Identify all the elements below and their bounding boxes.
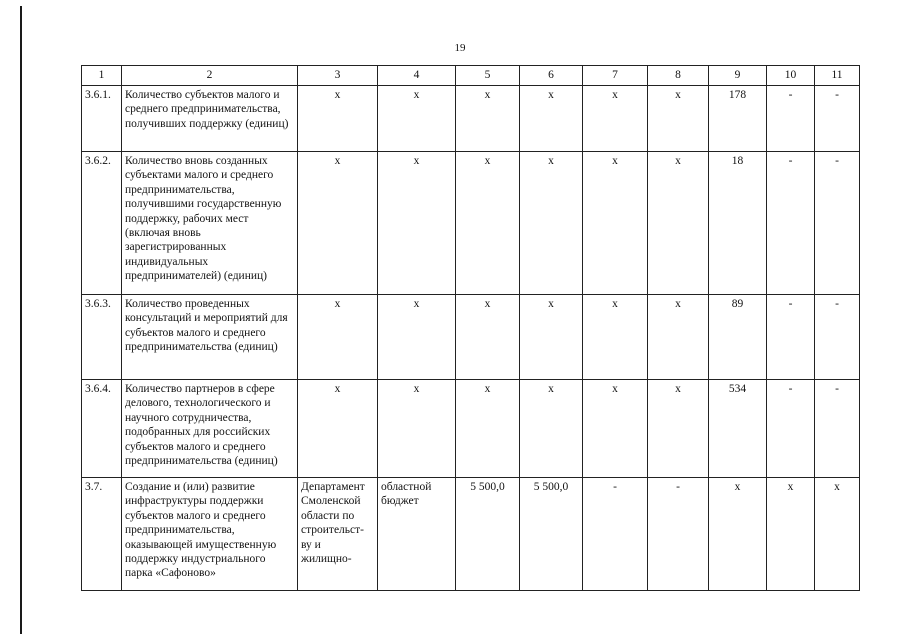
table-cell: х bbox=[456, 295, 520, 380]
data-table bbox=[81, 65, 860, 591]
header-cell: 8 bbox=[648, 66, 709, 86]
table-cell: х bbox=[520, 86, 583, 152]
header-cell: 6 bbox=[520, 66, 583, 86]
header-cell: 2 bbox=[122, 66, 298, 86]
table-cell: 178 bbox=[709, 86, 767, 152]
table-cell: - bbox=[815, 86, 860, 152]
table-cell: 18 bbox=[709, 152, 767, 295]
table-cell: х bbox=[298, 86, 378, 152]
table-cell: х bbox=[520, 152, 583, 295]
table-cell: 89 bbox=[709, 295, 767, 380]
table-cell: х bbox=[709, 478, 767, 591]
page-number: 19 bbox=[454, 42, 466, 54]
indicator-name-cell: Количество вновь созданных субъектами малого и среднего предпринимательства, получившими государственную поддержку, рабочих мест (включая вновь зарегистрированных индивидуальных предпринимателей) (единиц) bbox=[122, 152, 298, 295]
table-cell: х bbox=[520, 380, 583, 478]
table-row bbox=[82, 295, 860, 380]
header-cell: 10 bbox=[767, 66, 815, 86]
table-cell: х bbox=[815, 478, 860, 591]
table-cell: 5 500,0 bbox=[520, 478, 583, 591]
table-header-row bbox=[82, 66, 860, 86]
table-cell: х bbox=[583, 295, 648, 380]
table-cell: - bbox=[767, 152, 815, 295]
header-cell: 4 bbox=[378, 66, 456, 86]
header-cell: 11 bbox=[815, 66, 860, 86]
row-number-cell: 3.6.2. bbox=[82, 152, 122, 295]
table-cell: - bbox=[767, 380, 815, 478]
header-cell: 3 bbox=[298, 66, 378, 86]
funding-source-cell: областной бюджет bbox=[378, 478, 456, 591]
table-row bbox=[82, 478, 860, 591]
table-cell: х bbox=[583, 152, 648, 295]
table-row bbox=[82, 86, 860, 152]
table-cell: 534 bbox=[709, 380, 767, 478]
table-cell: х bbox=[298, 295, 378, 380]
table-row bbox=[82, 380, 860, 478]
row-number-cell: 3.6.4. bbox=[82, 380, 122, 478]
indicator-name-cell: Количество проведенных консультаций и мероприятий для субъектов малого и среднего предпринимательства (единиц) bbox=[122, 295, 298, 380]
table-cell: х bbox=[648, 295, 709, 380]
table-cell: х bbox=[648, 152, 709, 295]
table-cell: - bbox=[815, 295, 860, 380]
table-cell: х bbox=[456, 380, 520, 478]
header-cell: 5 bbox=[456, 66, 520, 86]
table-cell: х bbox=[648, 380, 709, 478]
row-number-cell: 3.7. bbox=[82, 478, 122, 591]
table-cell: х bbox=[520, 295, 583, 380]
table-cell: х bbox=[378, 380, 456, 478]
table-cell: х bbox=[298, 380, 378, 478]
table-cell: х bbox=[378, 152, 456, 295]
table-cell: х bbox=[456, 152, 520, 295]
indicator-name-cell: Количество субъектов малого и среднего предпринимательства, получивших поддержку (единиц) bbox=[122, 86, 298, 152]
page-binding-line bbox=[20, 6, 22, 634]
table-cell: - bbox=[815, 380, 860, 478]
table-cell: х bbox=[767, 478, 815, 591]
indicator-name-cell: Количество партнеров в сфере делового, технологического и научного сотрудничества, подобранных для российских субъектов малого и среднего предпринимательства (единиц) bbox=[122, 380, 298, 478]
table-cell: х bbox=[648, 86, 709, 152]
table-cell: - bbox=[583, 478, 648, 591]
table-cell: х bbox=[378, 86, 456, 152]
header-cell: 9 bbox=[709, 66, 767, 86]
header-cell: 7 bbox=[583, 66, 648, 86]
header-cell: 1 bbox=[82, 66, 122, 86]
table-cell: х bbox=[378, 295, 456, 380]
table-cell: - bbox=[767, 86, 815, 152]
table-cell: х bbox=[456, 86, 520, 152]
responsible-executor-cell: Департамент Смоленской области по строительст-ву и жилищно- bbox=[298, 478, 378, 591]
table-cell: х bbox=[583, 86, 648, 152]
table-cell: - bbox=[815, 152, 860, 295]
table-cell: х bbox=[583, 380, 648, 478]
row-number-cell: 3.6.1. bbox=[82, 86, 122, 152]
table-cell: х bbox=[298, 152, 378, 295]
indicator-name-cell: Создание и (или) развитие инфраструктуры поддержки субъектов малого и среднего предпринимательства, оказывающей имущественную поддержку индустриального парка «Сафоново» bbox=[122, 478, 298, 591]
table-cell: 5 500,0 bbox=[456, 478, 520, 591]
table-cell: - bbox=[648, 478, 709, 591]
table-row bbox=[82, 152, 860, 295]
table-cell: - bbox=[767, 295, 815, 380]
row-number-cell: 3.6.3. bbox=[82, 295, 122, 380]
